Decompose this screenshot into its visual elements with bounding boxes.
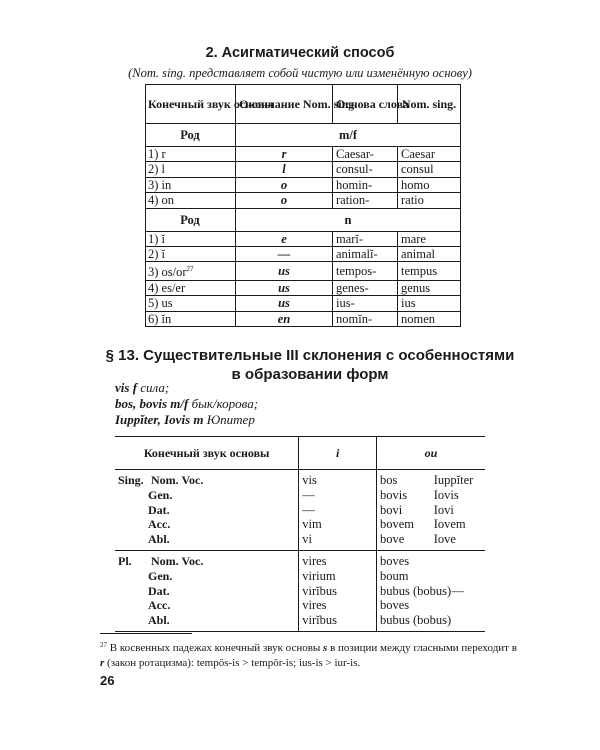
bos-form: boves — [379, 553, 410, 568]
bos-form: bove — [376, 532, 430, 550]
stem-hyphen: - — [369, 147, 374, 161]
example-lemma: bos, bovis m/f — [115, 396, 189, 411]
stem-hyphen: - — [367, 311, 373, 326]
final-sound: r — [161, 147, 166, 161]
case-cell — [115, 550, 299, 568]
nom-cell: consul — [398, 162, 461, 177]
nom-cell: nomen — [398, 311, 461, 326]
case-label: Nom. Voc. — [151, 553, 204, 568]
final-sound: es/er — [161, 280, 186, 295]
vis-form: vim — [299, 517, 377, 532]
final-sound: os/or — [161, 265, 187, 280]
stem-hyphen: - — [364, 280, 369, 295]
stem-cell — [333, 296, 398, 311]
final-sound: ĭ — [161, 247, 166, 262]
sound-cell — [146, 193, 236, 208]
final-sound: l — [161, 162, 166, 177]
footnote-text: (закон ротацизма): tempŏs-is > tempŏr-is; ius-is > iur-is. — [107, 657, 361, 669]
sound-cell — [146, 247, 236, 262]
nom-cell: ius — [398, 296, 461, 311]
table-row — [115, 503, 485, 518]
row-number: 4) — [148, 280, 159, 295]
stem-cell — [333, 280, 398, 295]
vis-form: — — [299, 503, 377, 518]
case-label: Acc. — [148, 517, 171, 532]
footnote-bold: s — [323, 642, 328, 654]
bos-form: bubus (bobus) — [379, 583, 452, 598]
case-cell — [115, 488, 299, 503]
bos-form: boves — [379, 598, 410, 613]
vis-form: vires — [299, 550, 377, 568]
table-row — [146, 311, 461, 326]
iuppiter-form — [431, 598, 485, 613]
stem-hyphen: - — [372, 263, 377, 278]
header-cell: Основа слова — [333, 85, 398, 124]
group-row — [146, 208, 461, 231]
table-row — [146, 280, 461, 295]
endings-table — [145, 84, 461, 327]
example-gloss: Юпитер — [206, 412, 255, 427]
stem: homin — [336, 177, 368, 192]
ending-cell: en — [236, 311, 333, 326]
row-number: 4) — [148, 193, 159, 208]
vis-form: vires — [299, 598, 377, 613]
table-row — [115, 532, 485, 550]
row-number: 2) — [148, 162, 159, 177]
nom-cell: genus — [398, 280, 461, 295]
nom-cell: Caesar — [398, 147, 461, 162]
ending-cell: o — [236, 177, 333, 192]
row-number: 1) — [148, 147, 159, 161]
iuppiter-form — [431, 550, 485, 568]
vis-form: virĭbus — [299, 613, 377, 631]
case-label: Gen. — [148, 568, 173, 583]
iuppiter-form: Iuppĭter — [433, 473, 474, 487]
stem: consul — [336, 162, 369, 177]
nom-cell: tempus — [398, 262, 461, 280]
stem-hyphen: - — [358, 231, 364, 246]
footnote-number: 27 — [100, 641, 107, 649]
row-number: 3) — [148, 265, 159, 280]
footnote-ref: 27 — [186, 265, 194, 274]
table-row — [146, 147, 461, 162]
footnote — [100, 638, 520, 671]
number-label: Pl. — [118, 553, 132, 568]
stem-cell — [333, 193, 398, 208]
case-label: Abl. — [148, 613, 170, 628]
table-row — [146, 162, 461, 177]
declension-table — [115, 436, 485, 632]
bos-form: boum — [379, 568, 409, 583]
case-cell — [115, 532, 299, 550]
bos-form: bubus (bobus) — [376, 613, 430, 631]
table-row — [146, 193, 461, 208]
final-sound: on — [161, 193, 175, 208]
stem: nomĭn — [336, 311, 368, 326]
case-label: Gen. — [148, 487, 173, 502]
final-sound: ĭ — [161, 231, 166, 246]
header-cell: Nom. sing. — [398, 85, 461, 124]
example-line — [115, 412, 255, 428]
stem: animalĭ — [336, 247, 374, 262]
header-cell: Окончание Nom. sing. — [236, 85, 333, 124]
footnote-rule — [100, 633, 192, 634]
sound-cell — [146, 231, 236, 246]
header-cell: i — [299, 437, 377, 470]
stem-hyphen: - — [365, 193, 370, 208]
section-heading: § 13. Существительные III склонения с особенностями в образовании форм — [105, 347, 515, 383]
stem-hyphen: - — [373, 247, 378, 262]
table-row — [146, 296, 461, 311]
stem-cell — [333, 262, 398, 280]
stem: tempos — [336, 263, 373, 278]
stem-cell — [333, 231, 398, 246]
stem-hyphen: - — [368, 162, 373, 177]
example-lemma: Iuppĭter, Iovis m — [115, 412, 204, 427]
final-sound: in — [161, 177, 172, 192]
nom-cell: mare — [398, 231, 461, 246]
stem-cell — [333, 247, 398, 262]
iuppiter-form: Iovi — [433, 502, 454, 517]
table-row — [146, 231, 461, 246]
stem: Caesar — [336, 147, 370, 161]
sound-cell — [146, 296, 236, 311]
table-header-row — [146, 85, 461, 124]
example-line — [115, 396, 258, 412]
footnote-text: В косвенных падежах конечный звук основы — [109, 642, 321, 654]
sound-cell — [146, 311, 236, 326]
stem-cell — [333, 162, 398, 177]
case-cell — [115, 503, 299, 518]
row-number: 3) — [148, 177, 159, 192]
footnote-bold: r — [100, 657, 105, 669]
case-cell — [115, 569, 299, 584]
iuppiter-form: — — [451, 583, 465, 598]
nom-cell: homo — [398, 177, 461, 192]
ending-cell: o — [236, 193, 333, 208]
iuppiter-form — [431, 569, 485, 584]
case-cell — [115, 584, 299, 599]
group-value: n — [236, 208, 461, 231]
header-cell: Конечный звук основы — [146, 85, 236, 124]
vis-form: — — [299, 488, 377, 503]
table-row — [146, 247, 461, 262]
stem-cell — [333, 147, 398, 162]
iuppiter-form: Iovis — [433, 487, 459, 502]
table-row — [115, 488, 485, 503]
example-line — [115, 380, 169, 396]
row-number: 1) — [148, 231, 159, 246]
group-label: Род — [146, 124, 236, 147]
row-number: 2) — [148, 247, 159, 262]
case-cell — [115, 598, 299, 613]
case-label: Nom. Voc. — [151, 473, 204, 487]
case-cell — [115, 613, 299, 631]
ending-cell: r — [236, 147, 333, 162]
example-gloss: сила; — [140, 380, 170, 395]
number-label: Sing. — [118, 473, 144, 487]
table-row — [115, 613, 485, 631]
vis-form: virĭbus — [299, 584, 377, 599]
ending-cell: us — [236, 296, 333, 311]
example-gloss: бык/корова; — [191, 396, 259, 411]
ending-cell: — — [236, 247, 333, 262]
iuppiter-form: Iovem — [433, 517, 466, 532]
sound-cell — [146, 162, 236, 177]
table-row — [115, 584, 485, 599]
case-cell — [115, 470, 299, 488]
page-number: 26 — [100, 673, 115, 688]
row-number: 6) — [148, 311, 159, 326]
table-row — [146, 262, 461, 280]
table-row — [115, 550, 485, 568]
table-row — [115, 569, 485, 584]
bos-form: bos — [379, 473, 398, 487]
vis-form: vis — [299, 470, 377, 488]
sound-cell — [146, 280, 236, 295]
case-label: Abl. — [148, 532, 170, 547]
sound-cell — [146, 177, 236, 192]
stem: ius — [336, 296, 351, 311]
group-label: Род — [146, 208, 236, 231]
stem: marĭ — [336, 231, 359, 246]
nom-cell: animal — [398, 247, 461, 262]
section-subtitle: (Nom. sing. представляет собой чистую или изменённую основу) — [128, 66, 472, 80]
row-number: 5) — [148, 296, 159, 311]
table-row — [115, 598, 485, 613]
ending-cell: us — [236, 280, 333, 295]
stem-cell — [333, 311, 398, 326]
header-cell: Конечный звук основы — [115, 437, 299, 470]
stem-cell — [333, 177, 398, 192]
vis-form: virium — [299, 569, 377, 584]
stem: ration — [336, 193, 366, 208]
case-cell — [115, 517, 299, 532]
sound-cell — [146, 147, 236, 162]
stem: genes — [336, 280, 365, 295]
table-row — [115, 517, 485, 532]
sound-cell — [146, 262, 236, 280]
case-label: Dat. — [148, 502, 170, 517]
vis-form: vi — [299, 532, 377, 550]
bos-form: bovi — [379, 502, 403, 517]
stem-hyphen: - — [350, 296, 355, 311]
table-header-row — [115, 437, 485, 470]
final-sound: us — [161, 296, 173, 311]
section-title: 2. Асигматический способ — [205, 45, 395, 61]
bos-form: bovem — [379, 517, 415, 532]
final-sound: ĭn — [161, 311, 172, 326]
ending-cell: us — [236, 262, 333, 280]
stem-hyphen: - — [367, 177, 373, 192]
iuppiter-form: Iove — [431, 532, 485, 550]
table-row — [115, 470, 485, 488]
case-label: Dat. — [148, 583, 170, 598]
bos-form: bovis — [379, 487, 408, 502]
table-row — [146, 177, 461, 192]
nom-cell: ratio — [398, 193, 461, 208]
example-lemma: vis f — [115, 380, 138, 395]
ending-cell: e — [236, 231, 333, 246]
ending-cell: l — [236, 162, 333, 177]
header-cell: ou — [376, 437, 485, 470]
footnote-text: в позиции между гласными переходит в — [330, 642, 517, 654]
case-label: Acc. — [148, 598, 171, 613]
group-row — [146, 124, 461, 147]
group-value: m/f — [236, 124, 461, 147]
